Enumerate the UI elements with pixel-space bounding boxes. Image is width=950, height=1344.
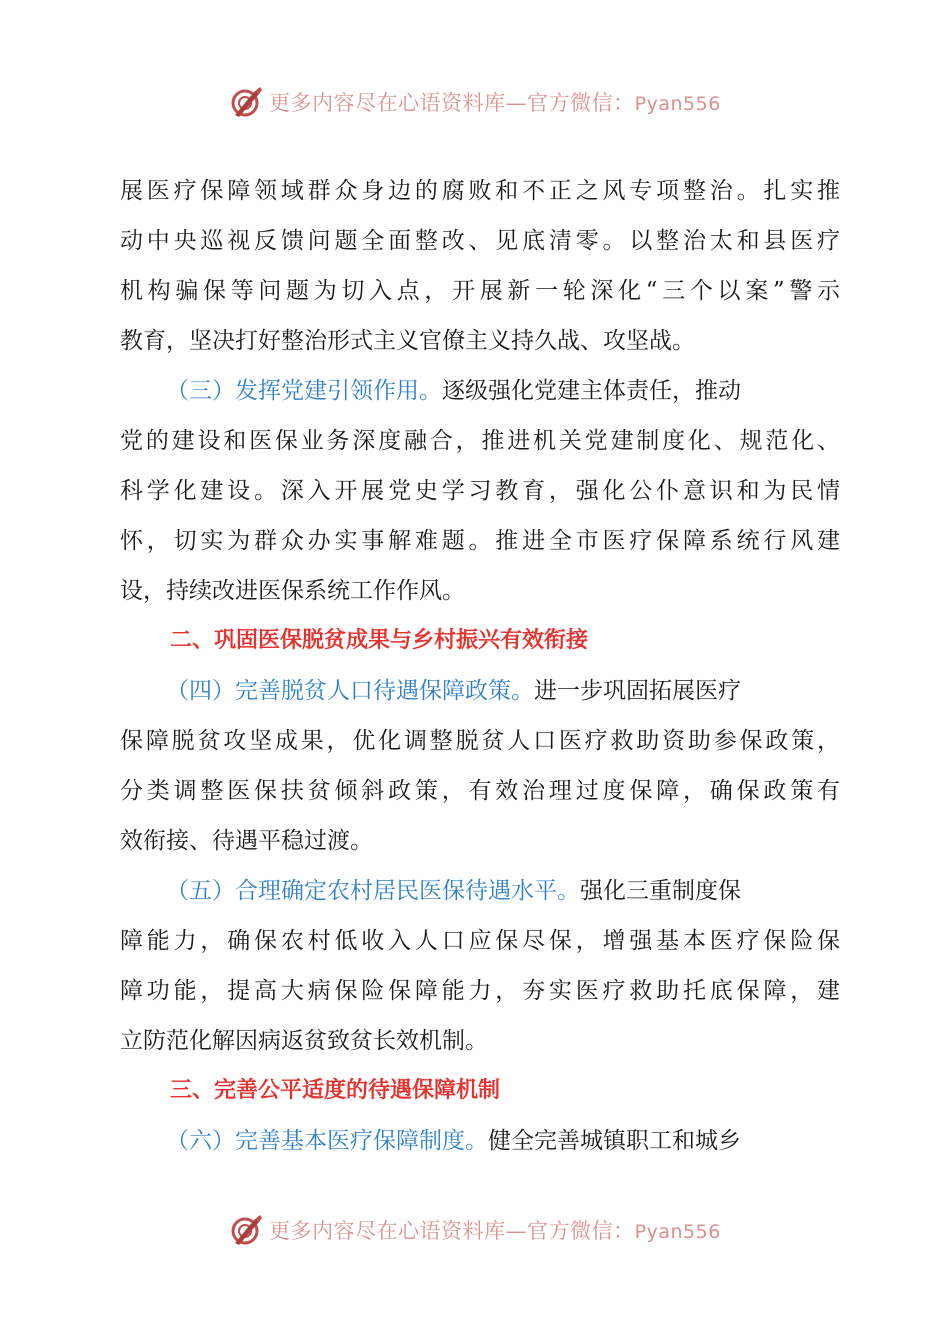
text-line: 机构骗保等问题为切入点，开展新一轮深化“三个以案”警示: [120, 278, 840, 304]
text-line: 障能力，确保农村低收入人口应保尽保，增强基本医疗保险保: [120, 928, 840, 954]
section-5-first-line: （五）合理确定农村居民医保待遇水平。强化三重制度保: [166, 878, 741, 904]
text-line: 障功能，提高大病保险保障能力，夯实医疗救助托底保障，建: [120, 978, 840, 1004]
text-line: 设，持续改进医保系统工作作风。: [120, 578, 465, 604]
section-3-first-line: （三）发挥党建引领作用。逐级强化党建主体责任，推动: [166, 378, 741, 404]
header-watermark-banner: [0, 82, 950, 122]
text-line: 立防范化解因病返贫致贫长效机制。: [120, 1028, 488, 1054]
text-line: 党的建设和医保业务深度融合，推进机关党建制度化、规范化、: [120, 428, 840, 454]
subheading-3: （三）发挥党建引领作用。: [166, 378, 442, 404]
heading-2: 二、巩固医保脱贫成果与乡村振兴有效衔接: [170, 628, 589, 653]
text-line: 动中央巡视反馈问题全面整改、见底清零。以整治太和县医疗: [120, 228, 840, 254]
text-line: 保障脱贫攻坚成果，优化调整脱贫人口医疗救助资助参保政策，: [120, 728, 840, 754]
subheading-5: （五）合理确定农村居民医保待遇水平。: [166, 878, 580, 904]
section-6-first-line: （六）完善基本医疗保障制度。健全完善城镇职工和城乡: [166, 1128, 741, 1154]
text-line: 分类调整医保扶贫倾斜政策，有效治理过度保障，确保政策有: [120, 778, 840, 804]
text-line: 展医疗保障领域群众身边的腐败和不正之风专项整治。扎实推: [120, 178, 840, 204]
text-line: 教育，坚决打好整治形式主义官僚主义持久战、攻坚战。: [120, 328, 695, 354]
footer-watermark-banner: [0, 1210, 950, 1250]
subheading-4: （四）完善脱贫人口待遇保障政策。: [166, 678, 534, 704]
banner-text: 更多内容尽在心语资料库—官方微信：Pyan556: [269, 1219, 721, 1243]
text-line: 效衔接、待遇平稳过渡。: [120, 828, 373, 854]
document-body: [120, 166, 840, 1166]
pen-logo-icon: [229, 1213, 263, 1247]
banner-text: 更多内容尽在心语资料库—官方微信：Pyan556: [269, 91, 721, 115]
text-line: 怀，切实为群众办实事解难题。推进全市医疗保障系统行风建: [120, 528, 840, 554]
heading-3: 三、完善公平适度的待遇保障机制: [170, 1078, 501, 1103]
subheading-6: （六）完善基本医疗保障制度。: [166, 1128, 488, 1154]
section-4-first-line: （四）完善脱贫人口待遇保障政策。进一步巩固拓展医疗: [166, 678, 741, 704]
pen-logo-icon: [229, 85, 263, 119]
text-line: 科学化建设。深入开展党史学习教育，强化公仆意识和为民情: [120, 478, 840, 504]
